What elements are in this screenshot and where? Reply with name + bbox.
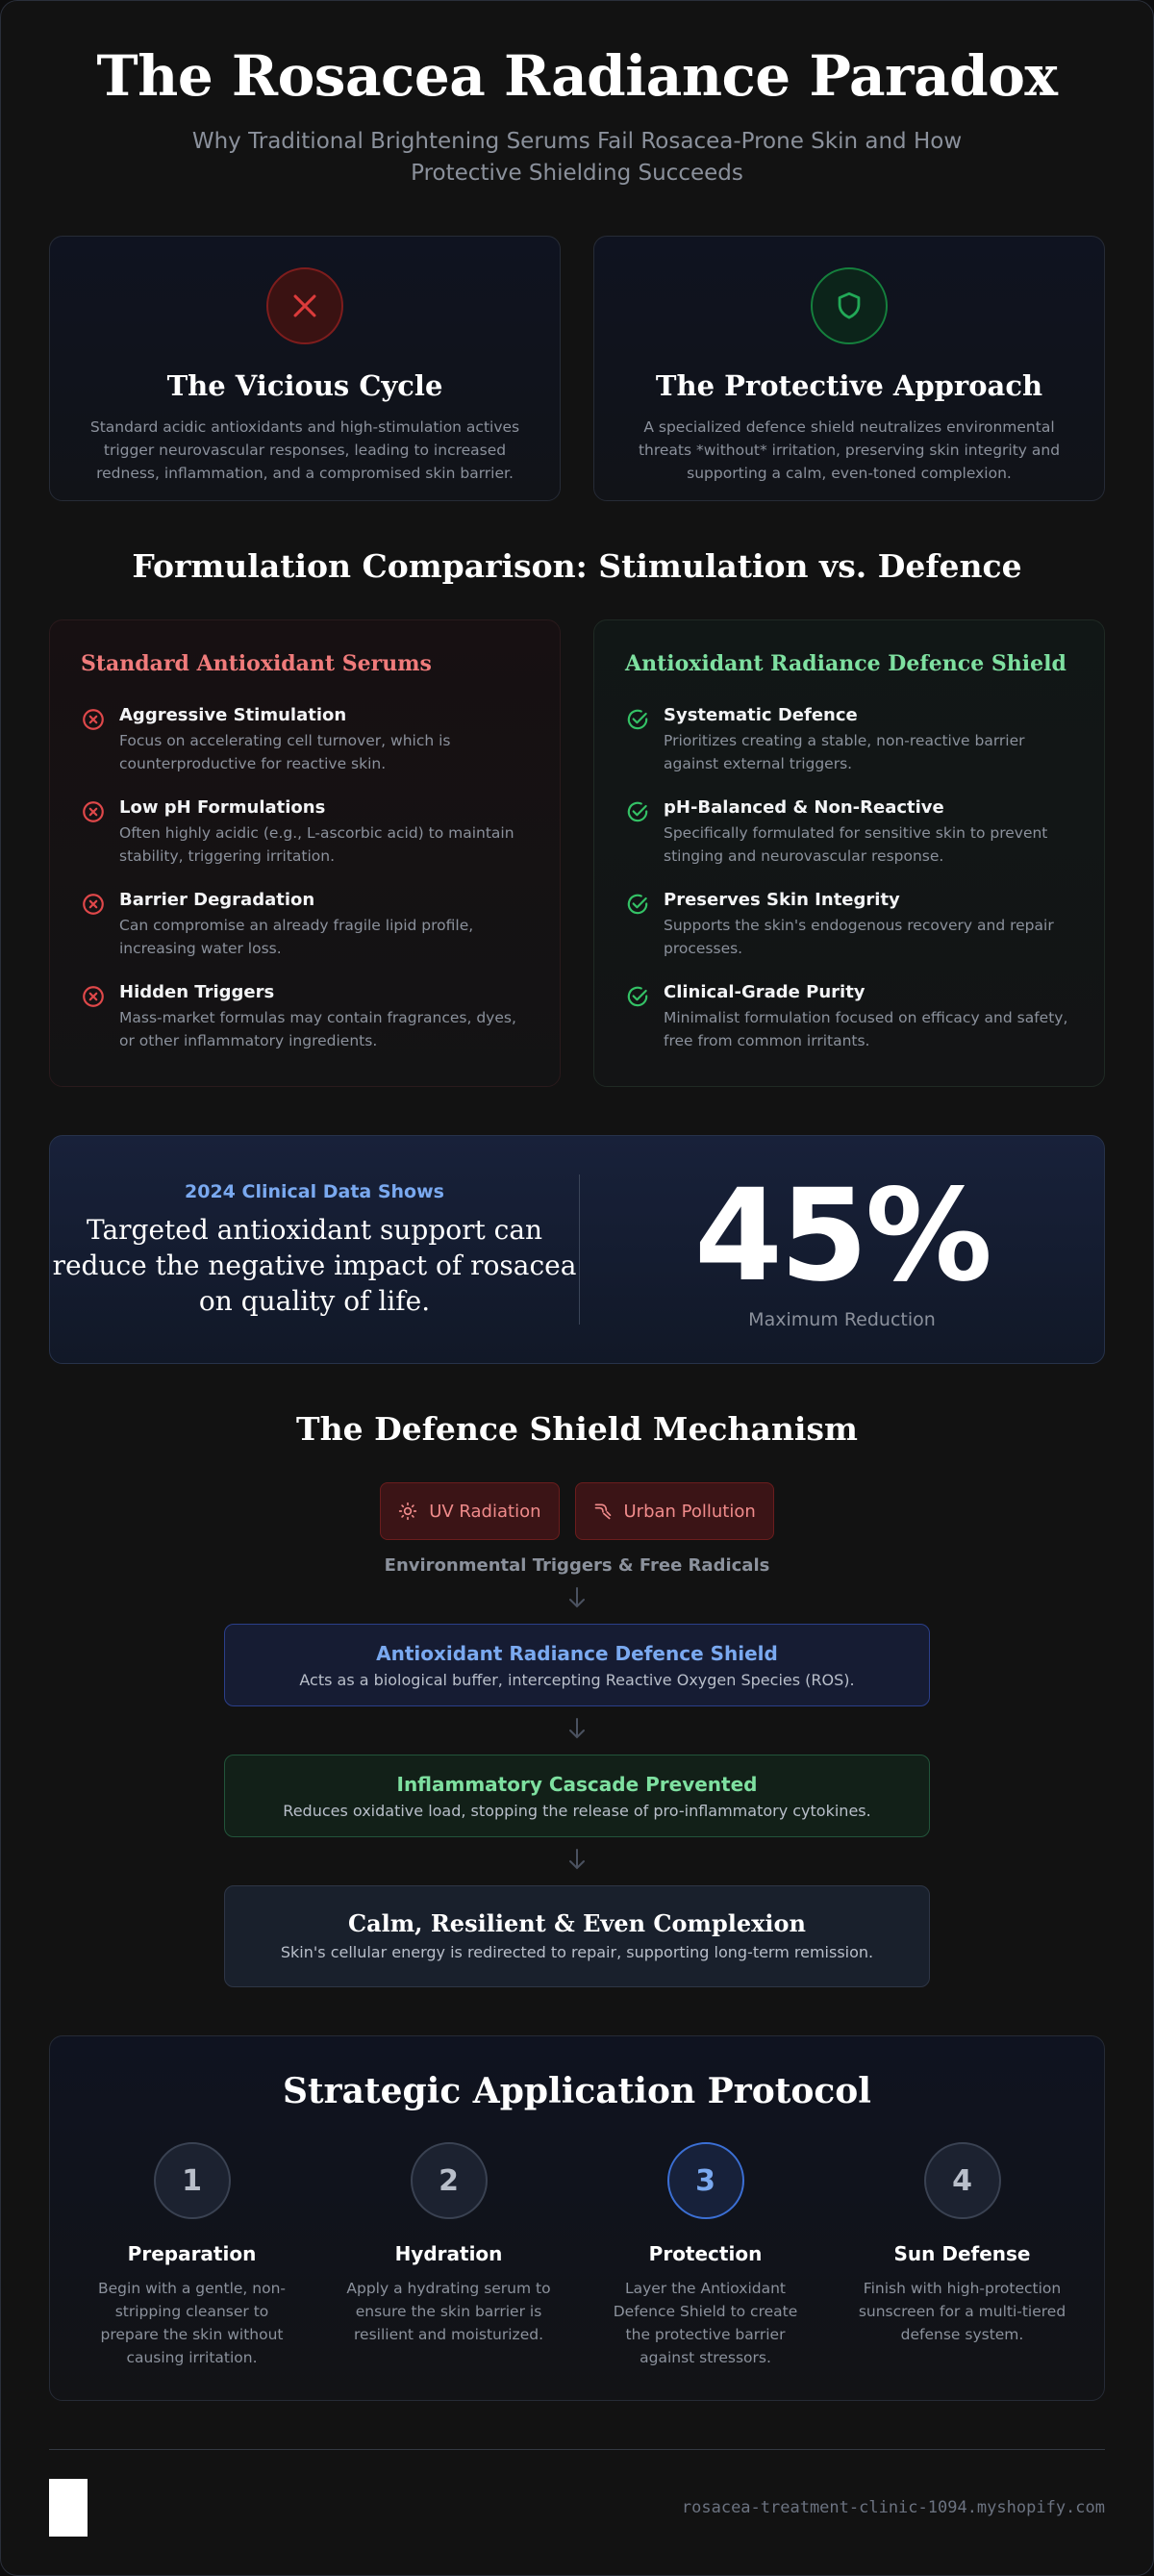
card-title: The Vicious Cycle (166, 369, 443, 402)
item-title: Hidden Triggers (119, 982, 275, 1002)
step-title: Preparation (127, 2242, 257, 2265)
x-circle-icon (81, 799, 106, 824)
application-protocol (49, 2035, 1105, 2401)
stats-value: 45% (694, 1162, 990, 1310)
step-number: 1 (154, 2142, 231, 2219)
comparison-title: Formulation Comparison: Stimulation vs. Defence (132, 547, 1022, 585)
item-text: Specifically formulated for sensitive skin to prevent stinging and neurovascular response. (664, 824, 1048, 865)
list-item (81, 705, 529, 797)
item-text: Minimalist formulation focused on efficacy and safety, free from common irritants. (664, 1009, 1068, 1049)
mechanism-title: The Defence Shield Mechanism (296, 1410, 858, 1448)
list-item (81, 890, 529, 982)
x-circle-icon (81, 892, 106, 917)
cascade-prevented-step (224, 1755, 930, 1837)
step-title: Protection (648, 2242, 763, 2265)
comparison-section (49, 619, 1105, 1087)
footer (49, 2479, 1105, 2537)
step-title: Inflammatory Cascade Prevented (396, 1773, 758, 1796)
x-circle-icon (81, 984, 106, 1009)
item-title: Barrier Degradation (119, 890, 315, 910)
step-text: Apply a hydrating serum to ensure the skin barrier is resilient and moisturized. (346, 2280, 551, 2343)
arrow-down-icon (1, 1847, 1153, 1876)
trigger-row (1, 1482, 1153, 1540)
card-text: Standard acidic antioxidants and high-stimulation actives trigger neurovascular responses, leading to increased redness, inflammation, and a compromised skin barrier. (89, 418, 520, 482)
arrow-down-icon (1, 1585, 1153, 1614)
item-title: pH-Balanced & Non-Reactive (664, 797, 944, 818)
item-text: Mass-market formulas may contain fragrances, dyes, or other inflammatory ingredients. (119, 1009, 516, 1049)
list-item (81, 797, 529, 890)
stats-text: Targeted antioxidant support can reduce the negative impact of rosacea on quality of life. (52, 1213, 577, 1317)
clinical-stats-panel (49, 1135, 1105, 1364)
step-title: Calm, Resilient & Even Complexion (347, 1909, 806, 1937)
protocol-step (320, 2142, 577, 2369)
trigger-label: Urban Pollution (623, 1501, 756, 1522)
brand-logo (49, 2479, 88, 2537)
card-text: A specialized defence shield neutralizes environmental threats *without* irritation, preserving skin integrity and supporting a calm, even-toned complexion. (638, 418, 1061, 482)
page-subtitle: Why Traditional Brightening Serums Fail Rosacea-Prone Skin and How Protective Shielding Succeeds (191, 129, 963, 186)
list-item (625, 890, 1073, 982)
step-text: Layer the Antioxidant Defence Shield to create the protective barrier against stressors. (613, 2280, 798, 2366)
stats-label: 2024 Clinical Data Shows (185, 1180, 444, 1202)
step-title: Hydration (394, 2242, 503, 2265)
card-title: The Protective Approach (655, 369, 1043, 402)
protective-approach-card (593, 236, 1105, 501)
step-text: Begin with a gentle, non-stripping cleanser to prepare the skin without causing irritation. (98, 2280, 286, 2366)
step-number: 2 (411, 2142, 488, 2219)
step-title: Sun Defense (893, 2242, 1031, 2265)
item-title: Preserves Skin Integrity (664, 890, 900, 910)
step-text: Acts as a biological buffer, intercepting Reactive Oxygen Species (ROS). (299, 1671, 855, 1689)
item-text: Often highly acidic (e.g., L-ascorbic acid) to maintain stability, triggering irritation. (119, 824, 514, 865)
protocol-title: Strategic Application Protocol (283, 2071, 871, 2111)
standard-serums-title: Standard Antioxidant Serums (81, 651, 432, 676)
footer-divider (49, 2449, 1105, 2450)
calm-complexion-step (224, 1885, 930, 1987)
step-text: Skin's cellular energy is redirected to repair, supporting long-term remission. (280, 1943, 874, 1961)
stats-caption: Maximum Reduction (748, 1309, 936, 1330)
step-number: 3 (667, 2142, 744, 2219)
step-text: Finish with high-protection sunscreen for a multi-tiered defense system. (858, 2280, 1066, 2343)
defence-shield-title: Antioxidant Radiance Defence Shield (625, 651, 1066, 676)
vicious-cycle-card (49, 236, 561, 501)
x-icon (266, 267, 343, 344)
urban-pollution-badge (575, 1482, 774, 1540)
item-title: Aggressive Stimulation (119, 705, 347, 725)
item-title: Low pH Formulations (119, 797, 326, 818)
check-circle-icon (625, 892, 650, 917)
shield-icon (811, 267, 888, 344)
item-title: Clinical-Grade Purity (664, 982, 866, 1002)
item-title: Systematic Defence (664, 705, 858, 725)
defence-shield-card (593, 619, 1105, 1087)
protocol-step (63, 2142, 320, 2369)
triggers-caption: Environmental Triggers & Free Radicals (384, 1555, 770, 1576)
check-circle-icon (625, 799, 650, 824)
x-circle-icon (81, 707, 106, 732)
page-title: The Rosacea Radiance Paradox (96, 43, 1058, 109)
standard-serums-card (49, 619, 561, 1087)
factory-icon (593, 1502, 613, 1521)
sun-icon (398, 1502, 417, 1521)
list-item (625, 982, 1073, 1074)
step-text: Reduces oxidative load, stopping the release of pro-inflammatory cytokines. (283, 1802, 871, 1820)
trigger-label: UV Radiation (429, 1501, 541, 1522)
step-title: Antioxidant Radiance Defence Shield (376, 1642, 778, 1665)
item-text: Supports the skin's endogenous recovery and repair processes. (664, 917, 1054, 957)
intro-cards (49, 236, 1105, 501)
check-circle-icon (625, 707, 650, 732)
uv-radiation-badge (380, 1482, 559, 1540)
item-text: Prioritizes creating a stable, non-reactive barrier against external triggers. (664, 732, 1025, 772)
arrow-down-icon (1, 1716, 1153, 1745)
list-item (625, 705, 1073, 797)
list-item (625, 797, 1073, 890)
protocol-step (577, 2142, 834, 2369)
hero-header (1, 1, 1153, 189)
item-text: Focus on accelerating cell turnover, which is counterproductive for reactive skin. (119, 732, 451, 772)
list-item (81, 982, 529, 1074)
defence-shield-step (224, 1624, 930, 1706)
protocol-step (834, 2142, 1091, 2369)
item-text: Can compromise an already fragile lipid profile, increasing water loss. (119, 917, 474, 957)
step-number: 4 (924, 2142, 1001, 2219)
check-circle-icon (625, 984, 650, 1009)
store-link[interactable]: rosacea-treatment-clinic-1094.myshopify.com (681, 2498, 1105, 2517)
